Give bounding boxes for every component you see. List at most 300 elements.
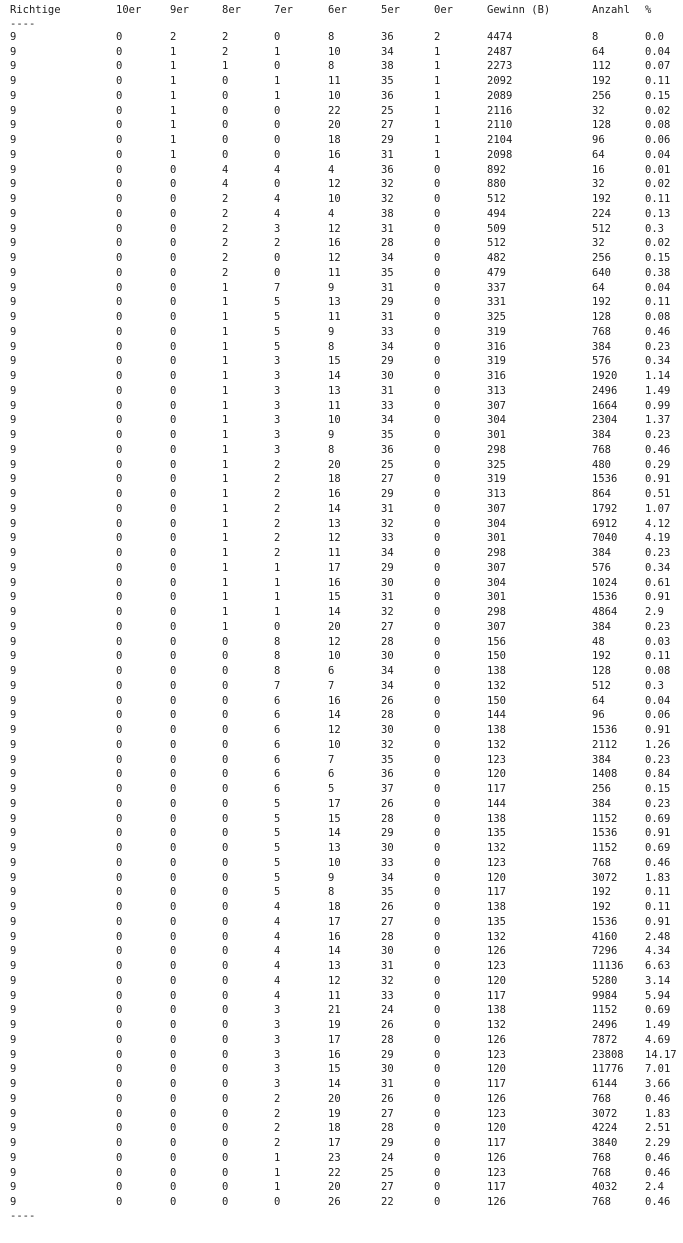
cell-10er: 0 [116, 414, 123, 427]
cell-5er: 30 [381, 842, 394, 854]
table-row [0, 517, 683, 532]
cell-9er: 0 [170, 384, 177, 397]
cell-0er: 0 [434, 561, 441, 574]
cell-10er: 0 [116, 620, 123, 633]
cell-percent: 0.11 [645, 193, 671, 205]
cell-0er: 0 [434, 414, 441, 427]
cell-10er: 0 [116, 178, 123, 191]
cell-anzahl: 2304 [592, 414, 618, 427]
cell-7er: 3 [274, 355, 281, 368]
cell-6er: 10 [328, 650, 341, 663]
cell-richtige: 9 [10, 311, 17, 323]
cell-gewinn: 117 [487, 989, 506, 1002]
cell-7er: 1 [274, 591, 281, 604]
table-row [0, 1151, 683, 1166]
cell-gewinn: 144 [487, 709, 506, 722]
cell-percent: 1.14 [645, 370, 671, 382]
cell-6er: 26 [328, 1196, 341, 1208]
cell-10er: 0 [116, 694, 123, 707]
cell-7er: 2 [274, 547, 281, 559]
cell-gewinn: 307 [487, 502, 506, 515]
cell-percent: 2.51 [645, 1122, 671, 1135]
cell-8er: 1 [222, 517, 229, 530]
cell-8er: 0 [222, 665, 229, 677]
cell-6er: 11 [328, 547, 341, 559]
cell-7er: 4 [274, 163, 281, 176]
cell-6er: 15 [328, 355, 341, 368]
cell-richtige: 9 [10, 1063, 17, 1076]
cell-6er: 18 [328, 1122, 341, 1135]
cell-anzahl: 1152 [592, 842, 618, 854]
cell-richtige: 9 [10, 576, 17, 589]
cell-10er: 0 [116, 812, 123, 825]
cell-0er: 0 [434, 768, 441, 781]
cell-richtige: 9 [10, 222, 17, 235]
table-row [0, 753, 683, 768]
table-row [0, 163, 683, 178]
cell-anzahl: 576 [592, 355, 611, 368]
cell-percent: 2.4 [645, 1181, 664, 1194]
cell-gewinn: 123 [487, 753, 506, 766]
cell-8er: 0 [222, 1033, 229, 1046]
cell-8er: 1 [222, 60, 229, 73]
cell-richtige: 9 [10, 1004, 17, 1017]
cell-richtige: 9 [10, 30, 17, 43]
cell-0er: 0 [434, 930, 441, 943]
cell-9er: 0 [170, 886, 177, 899]
cell-9er: 0 [170, 591, 177, 604]
cell-richtige: 9 [10, 45, 17, 58]
cell-7er: 1 [274, 1151, 281, 1164]
cell-5er: 28 [381, 812, 394, 825]
table-row [0, 399, 683, 414]
separator-bottom: ---- [10, 1209, 36, 1222]
cell-anzahl: 1536 [592, 591, 618, 604]
cell-10er: 0 [116, 384, 123, 397]
cell-6er: 16 [328, 488, 341, 500]
cell-8er: 0 [222, 989, 229, 1002]
cell-8er: 0 [222, 915, 229, 928]
cell-anzahl: 2112 [592, 738, 618, 751]
cell-percent: 0.04 [645, 45, 671, 58]
cell-7er: 2 [274, 1137, 281, 1149]
cell-8er: 1 [222, 458, 229, 471]
cell-richtige: 9 [10, 384, 17, 397]
cell-9er: 0 [170, 547, 177, 559]
cell-percent: 3.66 [645, 1078, 671, 1090]
cell-richtige: 9 [10, 266, 17, 279]
cell-8er: 0 [222, 930, 229, 943]
cell-10er: 0 [116, 768, 123, 781]
table-row [0, 1018, 683, 1033]
cell-5er: 28 [381, 930, 394, 943]
cell-gewinn: 117 [487, 886, 506, 899]
cell-0er: 0 [434, 207, 441, 220]
cell-gewinn: 307 [487, 399, 506, 412]
table-row [0, 59, 683, 74]
cell-8er: 1 [222, 384, 229, 397]
cell-gewinn: 132 [487, 842, 506, 854]
cell-6er: 13 [328, 960, 341, 972]
table-row [0, 1003, 683, 1018]
cell-anzahl: 1152 [592, 812, 618, 825]
cell-anzahl: 7872 [592, 1033, 618, 1046]
cell-anzahl: 768 [592, 325, 611, 338]
cell-gewinn: 319 [487, 355, 506, 368]
cell-6er: 18 [328, 134, 341, 146]
cell-0er: 0 [434, 325, 441, 338]
cell-7er: 5 [274, 871, 281, 884]
cell-percent: 0.11 [645, 75, 671, 87]
cell-anzahl: 5280 [592, 974, 618, 987]
cell-9er: 0 [170, 915, 177, 928]
cell-0er: 0 [434, 886, 441, 899]
cell-9er: 0 [170, 768, 177, 781]
cell-8er: 0 [222, 709, 229, 722]
cell-anzahl: 192 [592, 296, 611, 309]
cell-6er: 13 [328, 384, 341, 397]
cell-7er: 6 [274, 753, 281, 766]
cell-gewinn: 2104 [487, 134, 513, 146]
cell-9er: 0 [170, 443, 177, 456]
cell-anzahl: 32 [592, 178, 605, 191]
cell-0er: 0 [434, 1063, 441, 1076]
table-row [0, 944, 683, 959]
cell-percent: 0.23 [645, 753, 671, 766]
cell-8er: 0 [222, 148, 229, 161]
cell-anzahl: 256 [592, 89, 611, 102]
cell-9er: 1 [170, 45, 177, 58]
cell-percent: 0.34 [645, 561, 671, 574]
cell-6er: 20 [328, 1181, 341, 1194]
cell-anzahl: 576 [592, 561, 611, 574]
table-row [0, 118, 683, 133]
cell-6er: 8 [328, 60, 335, 73]
cell-percent: 0.23 [645, 429, 671, 441]
cell-percent: 0.3 [645, 222, 664, 235]
cell-8er: 1 [222, 620, 229, 633]
cell-richtige: 9 [10, 620, 17, 633]
cell-7er: 6 [274, 768, 281, 781]
table-row [0, 856, 683, 871]
cell-10er: 0 [116, 738, 123, 751]
cell-6er: 10 [328, 414, 341, 427]
cell-5er: 35 [381, 753, 394, 766]
cell-richtige: 9 [10, 1048, 17, 1061]
cell-9er: 0 [170, 1181, 177, 1194]
cell-0er: 0 [434, 547, 441, 559]
cell-5er: 30 [381, 650, 394, 663]
cell-5er: 27 [381, 1181, 394, 1194]
cell-9er: 0 [170, 517, 177, 530]
cell-9er: 0 [170, 561, 177, 574]
cell-richtige: 9 [10, 694, 17, 707]
cell-anzahl: 11136 [592, 960, 624, 972]
cell-anzahl: 512 [592, 679, 611, 692]
cell-richtige: 9 [10, 635, 17, 648]
table-row [0, 502, 683, 517]
cell-6er: 8 [328, 30, 335, 43]
cell-anzahl: 512 [592, 222, 611, 235]
cell-9er: 0 [170, 296, 177, 309]
cell-percent: 1.07 [645, 502, 671, 515]
cell-gewinn: 120 [487, 1063, 506, 1076]
cell-richtige: 9 [10, 355, 17, 368]
cell-5er: 35 [381, 886, 394, 899]
cell-6er: 9 [328, 281, 335, 294]
cell-10er: 0 [116, 1092, 123, 1105]
cell-7er: 7 [274, 679, 281, 692]
cell-0er: 0 [434, 163, 441, 176]
cell-5er: 29 [381, 134, 394, 146]
cell-5er: 27 [381, 915, 394, 928]
cell-9er: 0 [170, 414, 177, 427]
cell-anzahl: 9984 [592, 989, 618, 1002]
cell-5er: 34 [381, 252, 394, 264]
cell-gewinn: 301 [487, 591, 506, 604]
cell-richtige: 9 [10, 532, 17, 545]
cell-10er: 0 [116, 856, 123, 869]
cell-gewinn: 135 [487, 915, 506, 928]
cell-0er: 0 [434, 473, 441, 486]
cell-richtige: 9 [10, 679, 17, 692]
cell-percent: 0.08 [645, 311, 671, 323]
table-row [0, 266, 683, 281]
cell-richtige: 9 [10, 915, 17, 928]
cell-9er: 0 [170, 576, 177, 589]
cell-10er: 0 [116, 163, 123, 176]
cell-8er: 1 [222, 576, 229, 589]
cell-10er: 0 [116, 193, 123, 205]
cell-8er: 0 [222, 1137, 229, 1149]
cell-richtige: 9 [10, 1019, 17, 1031]
table-row [0, 871, 683, 886]
cell-anzahl: 384 [592, 429, 611, 441]
table-row [0, 620, 683, 635]
table-row [0, 251, 683, 266]
cell-richtige: 9 [10, 443, 17, 456]
cell-7er: 1 [274, 75, 281, 87]
cell-10er: 0 [116, 207, 123, 220]
cell-richtige: 9 [10, 1033, 17, 1046]
cell-7er: 2 [274, 502, 281, 515]
cell-10er: 0 [116, 458, 123, 471]
cell-gewinn: 482 [487, 252, 506, 264]
cell-gewinn: 316 [487, 370, 506, 382]
cell-8er: 0 [222, 1151, 229, 1164]
cell-anzahl: 224 [592, 207, 611, 220]
cell-0er: 0 [434, 797, 441, 810]
cell-anzahl: 128 [592, 665, 611, 677]
cell-gewinn: 479 [487, 266, 506, 279]
cell-7er: 0 [274, 60, 281, 73]
table-row [0, 295, 683, 310]
cell-6er: 11 [328, 989, 341, 1002]
table-row [0, 561, 683, 576]
cell-gewinn: 880 [487, 178, 506, 191]
table-row [0, 1195, 683, 1210]
cell-5er: 30 [381, 576, 394, 589]
cell-8er: 0 [222, 1019, 229, 1031]
cell-5er: 27 [381, 119, 394, 132]
cell-gewinn: 138 [487, 665, 506, 677]
cell-percent: 0.04 [645, 281, 671, 294]
cell-richtige: 9 [10, 974, 17, 987]
cell-10er: 0 [116, 60, 123, 73]
cell-9er: 0 [170, 1019, 177, 1031]
cell-percent: 0.46 [645, 443, 671, 456]
cell-10er: 0 [116, 989, 123, 1002]
cell-0er: 0 [434, 915, 441, 928]
cell-8er: 1 [222, 281, 229, 294]
cell-7er: 1 [274, 606, 281, 618]
cell-gewinn: 138 [487, 812, 506, 825]
cell-8er: 0 [222, 1048, 229, 1061]
cell-9er: 0 [170, 665, 177, 677]
cell-percent: 1.26 [645, 738, 671, 751]
cell-anzahl: 1152 [592, 1004, 618, 1017]
cell-5er: 24 [381, 1004, 394, 1017]
cell-0er: 0 [434, 753, 441, 766]
cell-0er: 0 [434, 296, 441, 309]
table-row [0, 1180, 683, 1195]
cell-5er: 31 [381, 502, 394, 515]
cell-8er: 0 [222, 635, 229, 648]
cell-9er: 0 [170, 620, 177, 633]
cell-5er: 36 [381, 89, 394, 102]
cell-richtige: 9 [10, 340, 17, 353]
cell-anzahl: 1536 [592, 724, 618, 736]
cell-7er: 2 [274, 488, 281, 500]
cell-gewinn: 313 [487, 488, 506, 500]
table-row [0, 472, 683, 487]
cell-5er: 28 [381, 1033, 394, 1046]
cell-richtige: 9 [10, 783, 17, 795]
cell-10er: 0 [116, 547, 123, 559]
cell-gewinn: 126 [487, 945, 506, 958]
cell-6er: 7 [328, 679, 335, 692]
cell-richtige: 9 [10, 1196, 17, 1208]
cell-9er: 0 [170, 1137, 177, 1149]
cell-0er: 0 [434, 576, 441, 589]
cell-richtige: 9 [10, 104, 17, 117]
cell-anzahl: 4864 [592, 606, 618, 618]
cell-9er: 0 [170, 827, 177, 840]
cell-6er: 21 [328, 1004, 341, 1017]
cell-9er: 1 [170, 119, 177, 132]
cell-10er: 0 [116, 650, 123, 663]
cell-percent: 0.69 [645, 842, 671, 854]
cell-5er: 30 [381, 724, 394, 736]
cell-richtige: 9 [10, 370, 17, 382]
cell-9er: 0 [170, 325, 177, 338]
cell-anzahl: 768 [592, 1166, 611, 1179]
cell-richtige: 9 [10, 812, 17, 825]
cell-6er: 17 [328, 1033, 341, 1046]
cell-richtige: 9 [10, 797, 17, 810]
cell-8er: 1 [222, 429, 229, 441]
cell-gewinn: 319 [487, 473, 506, 486]
cell-richtige: 9 [10, 768, 17, 781]
cell-gewinn: 2089 [487, 89, 513, 102]
cell-8er: 2 [222, 30, 229, 43]
cell-5er: 30 [381, 1063, 394, 1076]
cell-0er: 0 [434, 1166, 441, 1179]
cell-gewinn: 117 [487, 783, 506, 795]
cell-8er: 0 [222, 650, 229, 663]
cell-9er: 0 [170, 1004, 177, 1017]
cell-9er: 0 [170, 974, 177, 987]
cell-10er: 0 [116, 296, 123, 309]
cell-9er: 0 [170, 783, 177, 795]
cell-percent: 0.08 [645, 665, 671, 677]
cell-richtige: 9 [10, 399, 17, 412]
cell-6er: 14 [328, 502, 341, 515]
cell-richtige: 9 [10, 1151, 17, 1164]
table-row [0, 576, 683, 591]
cell-10er: 0 [116, 266, 123, 279]
cell-percent: 0.46 [645, 1166, 671, 1179]
cell-7er: 1 [274, 1181, 281, 1194]
cell-0er: 0 [434, 193, 441, 205]
cell-8er: 0 [222, 812, 229, 825]
cell-0er: 1 [434, 60, 441, 73]
cell-5er: 31 [381, 384, 394, 397]
cell-8er: 1 [222, 355, 229, 368]
cell-anzahl: 1536 [592, 473, 618, 486]
cell-9er: 0 [170, 1107, 177, 1120]
cell-richtige: 9 [10, 207, 17, 220]
cell-0er: 0 [434, 429, 441, 441]
cell-5er: 35 [381, 75, 394, 87]
cell-9er: 0 [170, 753, 177, 766]
cell-7er: 7 [274, 281, 281, 294]
cell-richtige: 9 [10, 325, 17, 338]
cell-9er: 0 [170, 399, 177, 412]
table-row [0, 635, 683, 650]
cell-10er: 0 [116, 974, 123, 987]
cell-6er: 11 [328, 311, 341, 323]
cell-8er: 1 [222, 311, 229, 323]
cell-10er: 0 [116, 665, 123, 677]
cell-0er: 0 [434, 724, 441, 736]
cell-percent: 0.11 [645, 296, 671, 309]
cell-9er: 0 [170, 237, 177, 250]
cell-0er: 0 [434, 1122, 441, 1135]
cell-anzahl: 96 [592, 134, 605, 146]
cell-9er: 0 [170, 724, 177, 736]
cell-percent: 0.91 [645, 591, 671, 604]
cell-9er: 0 [170, 1078, 177, 1090]
table-row [0, 664, 683, 679]
cell-gewinn: 509 [487, 222, 506, 235]
cell-percent: 0.46 [645, 1151, 671, 1164]
cell-5er: 30 [381, 370, 394, 382]
cell-richtige: 9 [10, 724, 17, 736]
cell-7er: 3 [274, 399, 281, 412]
header-10er: 10er [116, 4, 142, 16]
cell-5er: 34 [381, 679, 394, 692]
cell-percent: 0.99 [645, 399, 671, 412]
cell-9er: 0 [170, 355, 177, 368]
cell-8er: 0 [222, 1004, 229, 1017]
cell-anzahl: 2496 [592, 384, 618, 397]
cell-7er: 0 [274, 178, 281, 191]
cell-9er: 0 [170, 709, 177, 722]
cell-8er: 1 [222, 414, 229, 427]
cell-7er: 2 [274, 458, 281, 471]
cell-9er: 0 [170, 222, 177, 235]
